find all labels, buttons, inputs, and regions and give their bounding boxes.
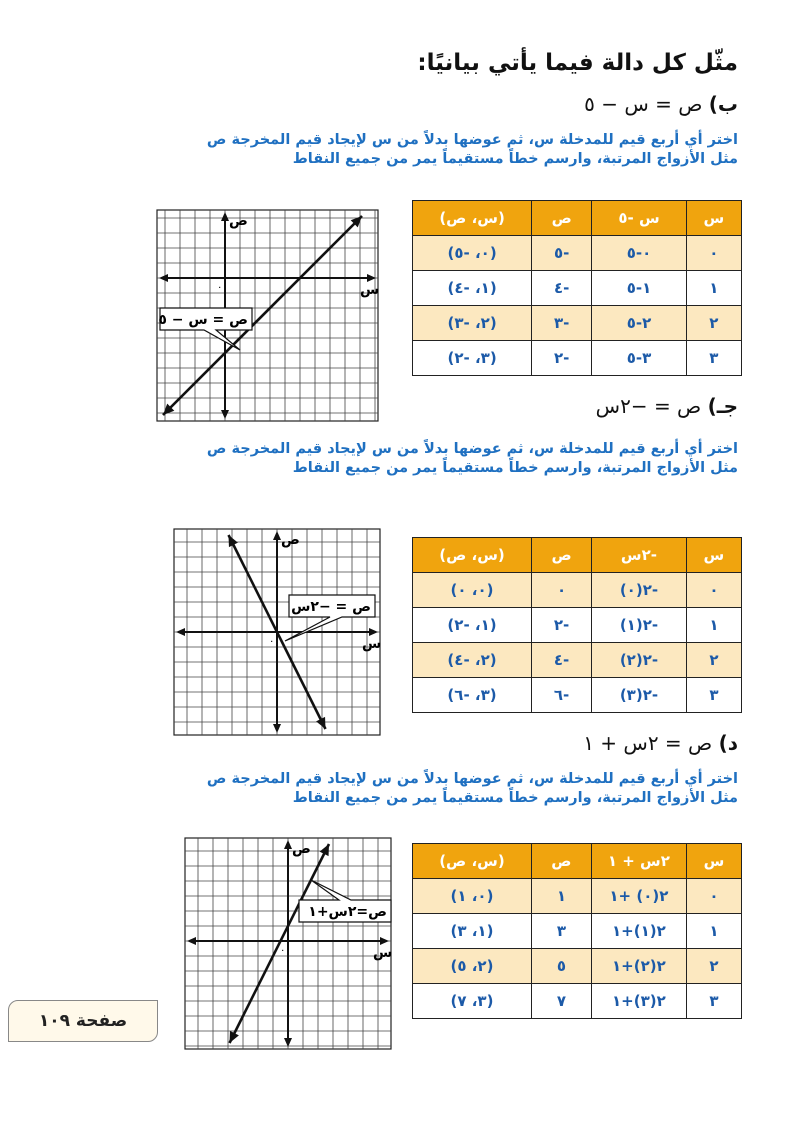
table-cell: -٦	[532, 678, 592, 713]
part-d-formula: ص = ٢س + ١	[583, 731, 713, 755]
part-j-value-table	[412, 537, 742, 713]
table-cell: ٢(٢)+١	[591, 949, 686, 984]
table-cell: ٠	[686, 236, 741, 271]
part-j-graph	[172, 527, 382, 737]
table-row	[413, 984, 742, 1019]
table-header: ٢س + ١	[591, 844, 686, 879]
table-cell: ٢(٣)+١	[591, 984, 686, 1019]
table-header: س	[686, 201, 741, 236]
part-b-graph	[155, 208, 380, 423]
y-axis-label: ص	[292, 841, 311, 857]
table-cell: ٣	[686, 678, 741, 713]
table-cell: ٢(١)+١	[591, 914, 686, 949]
table-cell: ٣	[686, 341, 741, 376]
part-b-instructions	[118, 131, 738, 169]
table-cell: -٢(١)	[592, 608, 687, 643]
part-b-value-table	[412, 200, 742, 376]
table-cell: ٧	[531, 984, 591, 1019]
line-label-text: ص=٢س+١	[308, 904, 387, 920]
table-cell: (٣، ٧)	[413, 984, 532, 1019]
table-cell: (٠، ٠)	[413, 573, 532, 608]
page-heading: مثّل كل دالة فيما يأتي بيانيًا:	[417, 50, 738, 76]
origin-label: ٠	[269, 636, 275, 647]
table-cell: -٢(٠)	[592, 573, 687, 608]
table-row	[413, 236, 742, 271]
y-axis-label: ص	[229, 213, 248, 229]
part-b-letter: ب)	[708, 92, 738, 116]
table-cell: ١	[686, 271, 741, 306]
table-row	[413, 879, 742, 914]
part-j-equation	[596, 394, 738, 418]
x-axis-label: س	[360, 282, 380, 298]
part-b-formula: ص = س − ٥	[584, 92, 703, 116]
table-row	[413, 341, 742, 376]
table-cell: ٢	[686, 949, 741, 984]
table-cell: -٥	[532, 236, 592, 271]
table-row	[413, 643, 742, 678]
part-j-instruction-line-2: مثل الأزواج المرتبة، وارسم خطاً مستقيماً يمر من جميع النقاط	[292, 460, 738, 476]
part-j-formula: ص = −٢س	[595, 394, 702, 418]
table-cell: (٢، -٤)	[413, 643, 532, 678]
part-j-instructions	[118, 440, 738, 478]
part-d-instructions	[118, 770, 738, 808]
table-cell: (١، -٤)	[413, 271, 532, 306]
page-number-badge	[8, 1000, 158, 1042]
table-cell: ١-٥	[592, 271, 686, 306]
table-cell: (٣، -٦)	[413, 678, 532, 713]
table-cell: (٠، ١)	[413, 879, 532, 914]
table-row	[413, 306, 742, 341]
table-cell: -٣	[532, 306, 592, 341]
part-b-instruction-line-1: اختر أي أربع قيم للمدخلة س، ثم عوضها بدلاً من س لإيجاد قيم المخرجة ص	[206, 132, 738, 148]
table-cell: -٤	[532, 643, 592, 678]
table-cell: ١	[531, 879, 591, 914]
table-cell: ٢(٠) +١	[591, 879, 686, 914]
table-cell: -٢(٢)	[592, 643, 687, 678]
table-cell: -٤	[532, 271, 592, 306]
line-label-text: ص = س − ٥	[158, 312, 248, 328]
table-cell: ٣	[686, 984, 741, 1019]
part-b-instruction-line-2: مثل الأزواج المرتبة، وارسم خطاً مستقيماً يمر من جميع النقاط	[292, 151, 738, 167]
part-d-instruction-line-2: مثل الأزواج المرتبة، وارسم خطاً مستقيماً يمر من جميع النقاط	[292, 790, 738, 806]
x-axis-label: س	[362, 636, 382, 652]
table-header: (س، ص)	[413, 844, 532, 879]
table-row	[413, 914, 742, 949]
table-row	[413, 573, 742, 608]
table-cell: ٠	[532, 573, 592, 608]
table-row	[413, 949, 742, 984]
y-axis-label: ص	[281, 532, 300, 548]
table-cell: ٥	[531, 949, 591, 984]
origin-label: ٠	[217, 282, 223, 293]
table-cell: ٠-٥	[592, 236, 686, 271]
table-header: س	[686, 844, 741, 879]
table-cell: (٢، ٥)	[413, 949, 532, 984]
part-j-letter: جـ)	[707, 394, 738, 418]
table-cell: (٣، -٢)	[413, 341, 532, 376]
table-cell: (٠، -٥)	[413, 236, 532, 271]
table-header: ص	[532, 201, 592, 236]
table-header: (س، ص)	[413, 201, 532, 236]
table-cell: (١، ٣)	[413, 914, 532, 949]
table-cell: (١، -٢)	[413, 608, 532, 643]
part-b-equation	[584, 92, 738, 116]
table-cell: -٢(٣)	[592, 678, 687, 713]
table-cell: ١	[686, 914, 741, 949]
table-cell: ١	[686, 608, 741, 643]
table-header: س	[686, 538, 741, 573]
table-header: س -٥	[592, 201, 686, 236]
table-cell: ٢	[686, 306, 741, 341]
table-row	[413, 608, 742, 643]
line-label-text: ص = −٢س	[291, 599, 371, 615]
table-cell: -٢	[532, 341, 592, 376]
table-cell: ٣-٥	[592, 341, 686, 376]
table-cell: ٢-٥	[592, 306, 686, 341]
table-cell: ٣	[531, 914, 591, 949]
origin-label: ٠	[280, 945, 286, 956]
table-header: ص	[531, 844, 591, 879]
x-axis-label: س	[373, 945, 393, 961]
table-cell: (٢، -٣)	[413, 306, 532, 341]
table-cell: ٠	[686, 573, 741, 608]
table-cell: ٢	[686, 643, 741, 678]
table-header: ص	[532, 538, 592, 573]
table-header: (س، ص)	[413, 538, 532, 573]
table-header: -٢س	[592, 538, 687, 573]
part-j-instruction-line-1: اختر أي أربع قيم للمدخلة س، ثم عوضها بدلاً من س لإيجاد قيم المخرجة ص	[206, 441, 738, 457]
part-d-letter: د)	[718, 731, 738, 755]
part-d-equation	[583, 731, 738, 755]
part-d-value-table	[412, 843, 742, 1019]
table-cell: ٠	[686, 879, 741, 914]
page-number-text: صفحة ١٠٩	[38, 1011, 128, 1031]
part-d-instruction-line-1: اختر أي أربع قيم للمدخلة س، ثم عوضها بدلاً من س لإيجاد قيم المخرجة ص	[206, 771, 738, 787]
table-cell: -٢	[532, 608, 592, 643]
table-row	[413, 678, 742, 713]
table-row	[413, 271, 742, 306]
part-d-graph	[183, 836, 393, 1051]
